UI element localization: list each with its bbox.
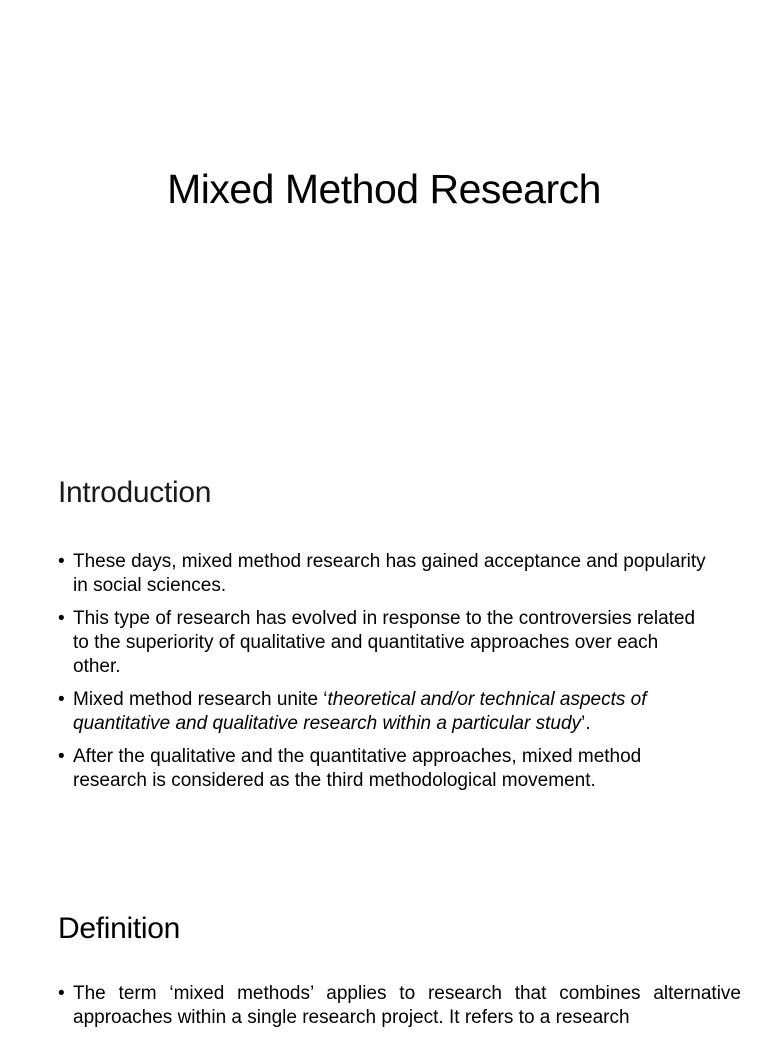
bullet-text-suffix: ’. <box>581 713 591 734</box>
bullet-icon: • <box>58 551 65 572</box>
bullet-icon: • <box>58 689 65 710</box>
introduction-slide <box>0 432 768 864</box>
introduction-bullet-list <box>58 550 708 802</box>
bullet-text: The term ‘mixed methods’ applies to research that combines alternative approaches within a single research project. It refers to a research <box>73 983 741 1028</box>
bullet-icon: • <box>58 983 65 1004</box>
list-item <box>58 982 741 1030</box>
bullet-icon: • <box>58 608 65 629</box>
bullet-text: These days, mixed method research has gained acceptance and popularity in social sciences. <box>73 551 706 596</box>
definition-slide <box>0 864 768 1028</box>
bullet-text-prefix: Mixed method research unite ‘ <box>73 689 328 710</box>
bullet-text-quote: theoretical and/or technical aspects of quantitative and qualitative research within a particular study <box>73 689 647 734</box>
list-item <box>58 550 708 598</box>
list-item <box>58 745 708 793</box>
bullet-text: After the qualitative and the quantitative approaches, mixed method research is considered as the third methodological movement. <box>73 746 642 791</box>
definition-heading: Definition <box>58 912 181 945</box>
title-slide <box>0 0 768 432</box>
bullet-icon: • <box>58 746 65 767</box>
slide-title: Mixed Method Research <box>167 166 601 212</box>
bullet-text: This type of research has evolved in response to the controversies related to the superiority of qualitative and quantitative approaches over each other. <box>73 608 696 677</box>
definition-bullet-list <box>58 982 741 1039</box>
list-item <box>58 607 708 679</box>
introduction-heading: Introduction <box>58 476 212 509</box>
list-item <box>58 688 708 736</box>
